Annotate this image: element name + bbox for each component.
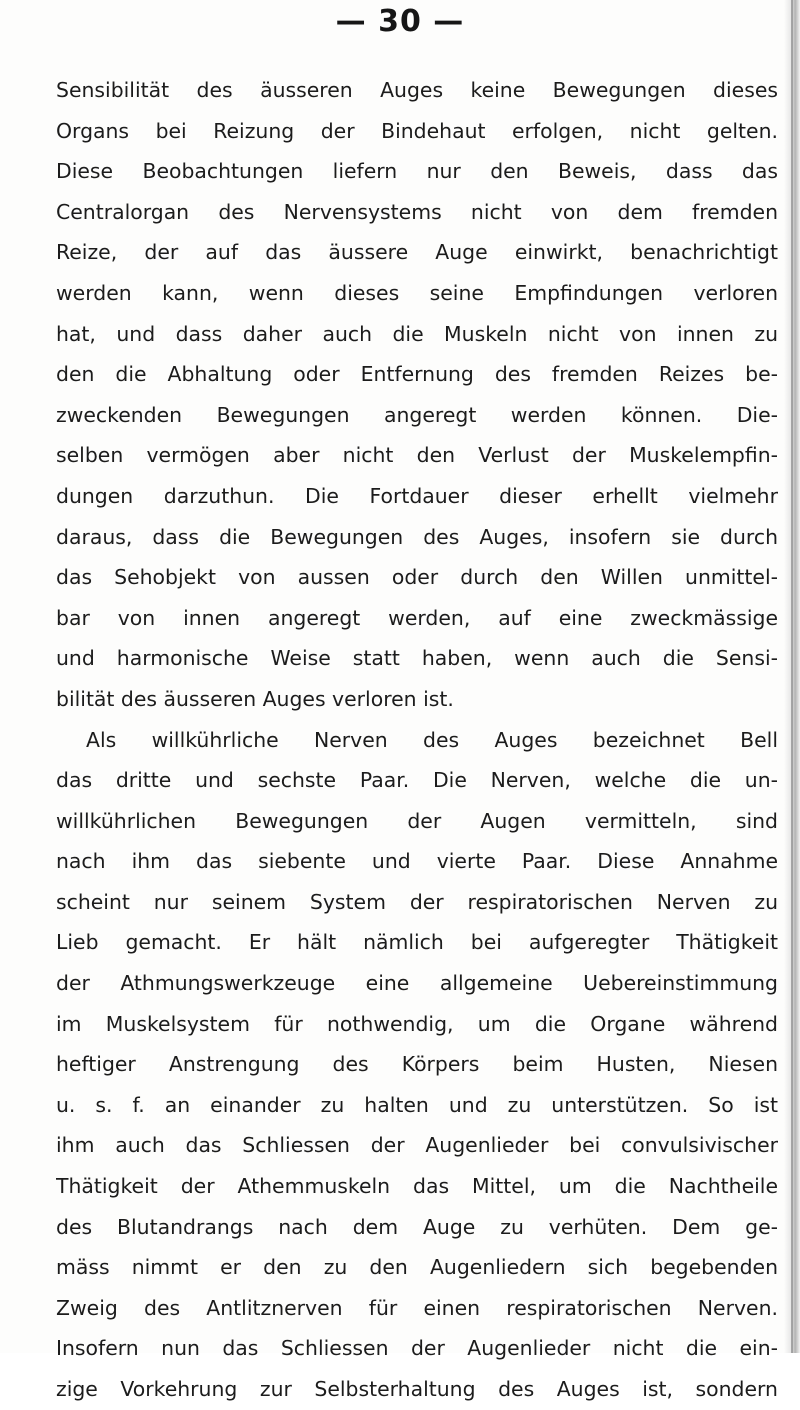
text-line: der Athmungswerkzeuge eine allgemeine Uebereinstimmung	[56, 971, 778, 996]
text-line: Als willkührliche Nerven des Auges bezeichnet Bell	[86, 727, 778, 752]
text-line: Sensibilität des äusseren Auges keine Bewegungen dieses	[56, 78, 778, 102]
text-line: dungen darzuthun. Die Fortdauer dieser erhellt vielmehr	[56, 483, 778, 508]
text-line: nach ihm das siebente und vierte Paar. Diese Annahme	[56, 849, 778, 874]
text-line: werden kann, wenn dieses seine Empfindungen verloren	[56, 280, 778, 305]
text-line: zige Vorkehrung zur Selbsterhaltung des Auges ist, sondern	[56, 1377, 778, 1401]
text-line: bilität des äusseren Auges verloren ist.	[56, 686, 454, 711]
page-edge-line	[791, 0, 793, 1353]
text-line: den die Abhaltung oder Entfernung des fremden Reizes be-	[56, 362, 778, 387]
text-line: zweckenden Bewegungen angeregt werden können. Die-	[56, 402, 778, 427]
text-line: das Sehobjekt von aussen oder durch den Willen unmittel-	[56, 565, 778, 590]
text-line: willkührlichen Bewegungen der Augen vermitteln, sind	[56, 808, 778, 833]
page-number: — 30 —	[335, 4, 465, 39]
text-line: heftiger Anstrengung des Körpers beim Husten, Niesen	[56, 1052, 778, 1077]
text-line: das dritte und sechste Paar. Die Nerven, welche die un-	[56, 768, 778, 793]
text-line: Lieb gemacht. Er hält nämlich bei aufgeregter Thätigkeit	[56, 930, 778, 955]
text-line: Diese Beobachtungen liefern nur den Beweis, dass das	[56, 159, 778, 184]
text-line: selben vermögen aber nicht den Verlust der Muskelempfin-	[56, 443, 778, 468]
text-line: ihm auch das Schliessen der Augenlieder bei convulsivischer	[56, 1133, 778, 1158]
text-line: daraus, dass die Bewegungen des Auges, insofern sie durch	[56, 524, 778, 549]
text-line: bar von innen angeregt werden, auf eine zweckmässige	[56, 605, 778, 630]
text-line: und harmonische Weise statt haben, wenn auch die Sensi-	[56, 646, 778, 671]
text-line: Insofern nun das Schliessen der Augenlieder nicht die ein-	[56, 1336, 778, 1361]
text-line: Zweig des Antlitznerven für einen respiratorischen Nerven.	[56, 1295, 778, 1320]
text-line: u. s. f. an einander zu halten und zu unterstützen. So ist	[56, 1092, 778, 1117]
text-line: hat, und dass daher auch die Muskeln nicht von innen zu	[56, 321, 778, 346]
text-line: des Blutandrangs nach dem Auge zu verhüten. Dem ge-	[56, 1214, 778, 1239]
text-line: Centralorgan des Nervensystems nicht von dem fremden	[56, 199, 778, 224]
body-text	[56, 70, 778, 1410]
text-line: Reize, der auf das äussere Auge einwirkt, benachrichtigt	[56, 240, 778, 265]
text-line: mäss nimmt er den zu den Augenliedern sich begebenden	[56, 1255, 778, 1280]
text-line: Organs bei Reizung der Bindehaut erfolgen, nicht gelten.	[56, 118, 778, 143]
text-line: scheint nur seinem System der respiratorischen Nerven zu	[56, 889, 778, 914]
text-line: Thätigkeit der Athemmuskeln das Mittel, um die Nachtheile	[56, 1174, 778, 1199]
text-line: im Muskelsystem für nothwendig, um die Organe während	[56, 1011, 778, 1036]
